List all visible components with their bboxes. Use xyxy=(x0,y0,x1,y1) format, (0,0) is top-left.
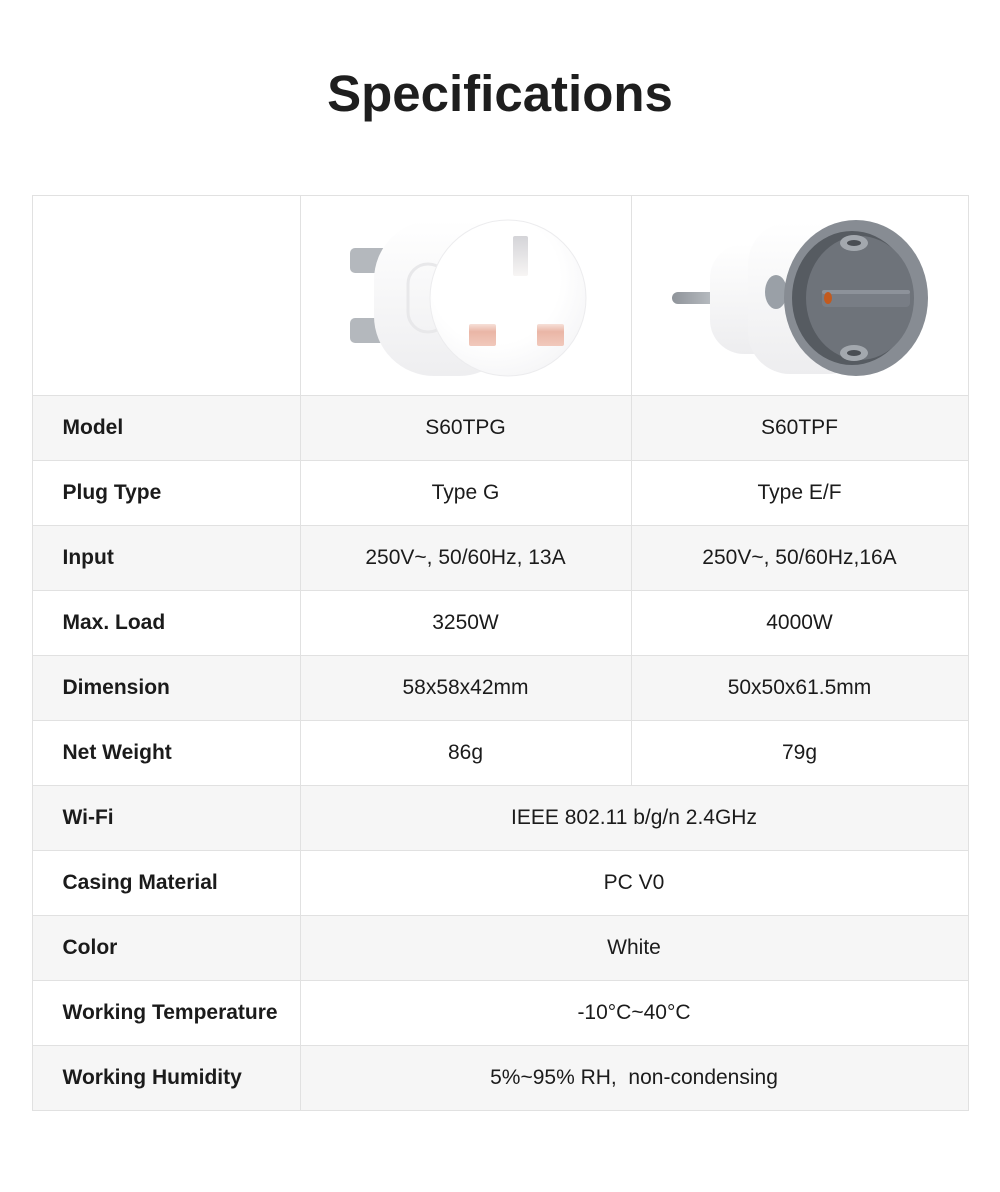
earth-clip-slot xyxy=(847,350,861,356)
table-row-dimension xyxy=(32,656,968,721)
row-value: 4000W xyxy=(631,591,968,656)
product-image-cell-s60tpf xyxy=(631,196,968,396)
row-value-merged: White xyxy=(300,916,968,981)
led-orange-dot xyxy=(824,292,832,304)
row-label: Wi-Fi xyxy=(32,786,300,851)
table-row-model xyxy=(32,396,968,461)
neutral-slot xyxy=(537,324,564,346)
empty-corner-cell xyxy=(32,196,300,396)
row-value: 79g xyxy=(631,721,968,786)
table-row-plug-type xyxy=(32,461,968,526)
eu-type-ef-plug-image xyxy=(670,212,930,384)
live-slot xyxy=(469,324,496,346)
earth-clip-slot xyxy=(847,240,861,246)
row-value: Type G xyxy=(300,461,631,526)
page-title: Specifications xyxy=(327,65,673,122)
row-value-merged: 5%~95% RH, non-condensing xyxy=(300,1046,968,1111)
row-label: Plug Type xyxy=(32,461,300,526)
row-value: 3250W xyxy=(300,591,631,656)
table-row-color xyxy=(32,916,968,981)
row-value-merged: -10°C~40°C xyxy=(300,981,968,1046)
row-label: Casing Material xyxy=(32,851,300,916)
earth-slot xyxy=(513,236,528,276)
socket-center-bar-highlight xyxy=(822,290,910,294)
row-value: 250V~, 50/60Hz, 13A xyxy=(300,526,631,591)
row-label: Model xyxy=(32,396,300,461)
socket-face xyxy=(430,220,586,376)
row-label: Dimension xyxy=(32,656,300,721)
row-value: Type E/F xyxy=(631,461,968,526)
table-row-wifi xyxy=(32,786,968,851)
table-row-input xyxy=(32,526,968,591)
row-value: S60TPG xyxy=(300,396,631,461)
row-label: Working Temperature xyxy=(32,981,300,1046)
table-row-product-images xyxy=(32,196,968,396)
row-label: Working Humidity xyxy=(32,1046,300,1111)
row-value: S60TPF xyxy=(631,396,968,461)
product-image-cell-s60tpg xyxy=(300,196,631,396)
row-value-merged: PC V0 xyxy=(300,851,968,916)
table-row-casing-material xyxy=(32,851,968,916)
table-row-working-humidity xyxy=(32,1046,968,1111)
uk-type-g-plug-image xyxy=(336,212,596,384)
row-label: Color xyxy=(32,916,300,981)
plug-button xyxy=(765,275,787,309)
row-label: Net Weight xyxy=(32,721,300,786)
row-value: 86g xyxy=(300,721,631,786)
specifications-table xyxy=(32,195,969,1111)
row-label: Input xyxy=(32,526,300,591)
row-value: 58x58x42mm xyxy=(300,656,631,721)
row-label: Max. Load xyxy=(32,591,300,656)
table-row-max-load xyxy=(32,591,968,656)
row-value: 250V~, 50/60Hz,16A xyxy=(631,526,968,591)
table-row-working-temperature xyxy=(32,981,968,1046)
table-row-net-weight xyxy=(32,721,968,786)
row-value-merged: IEEE 802.11 b/g/n 2.4GHz xyxy=(300,786,968,851)
row-value: 50x50x61.5mm xyxy=(631,656,968,721)
